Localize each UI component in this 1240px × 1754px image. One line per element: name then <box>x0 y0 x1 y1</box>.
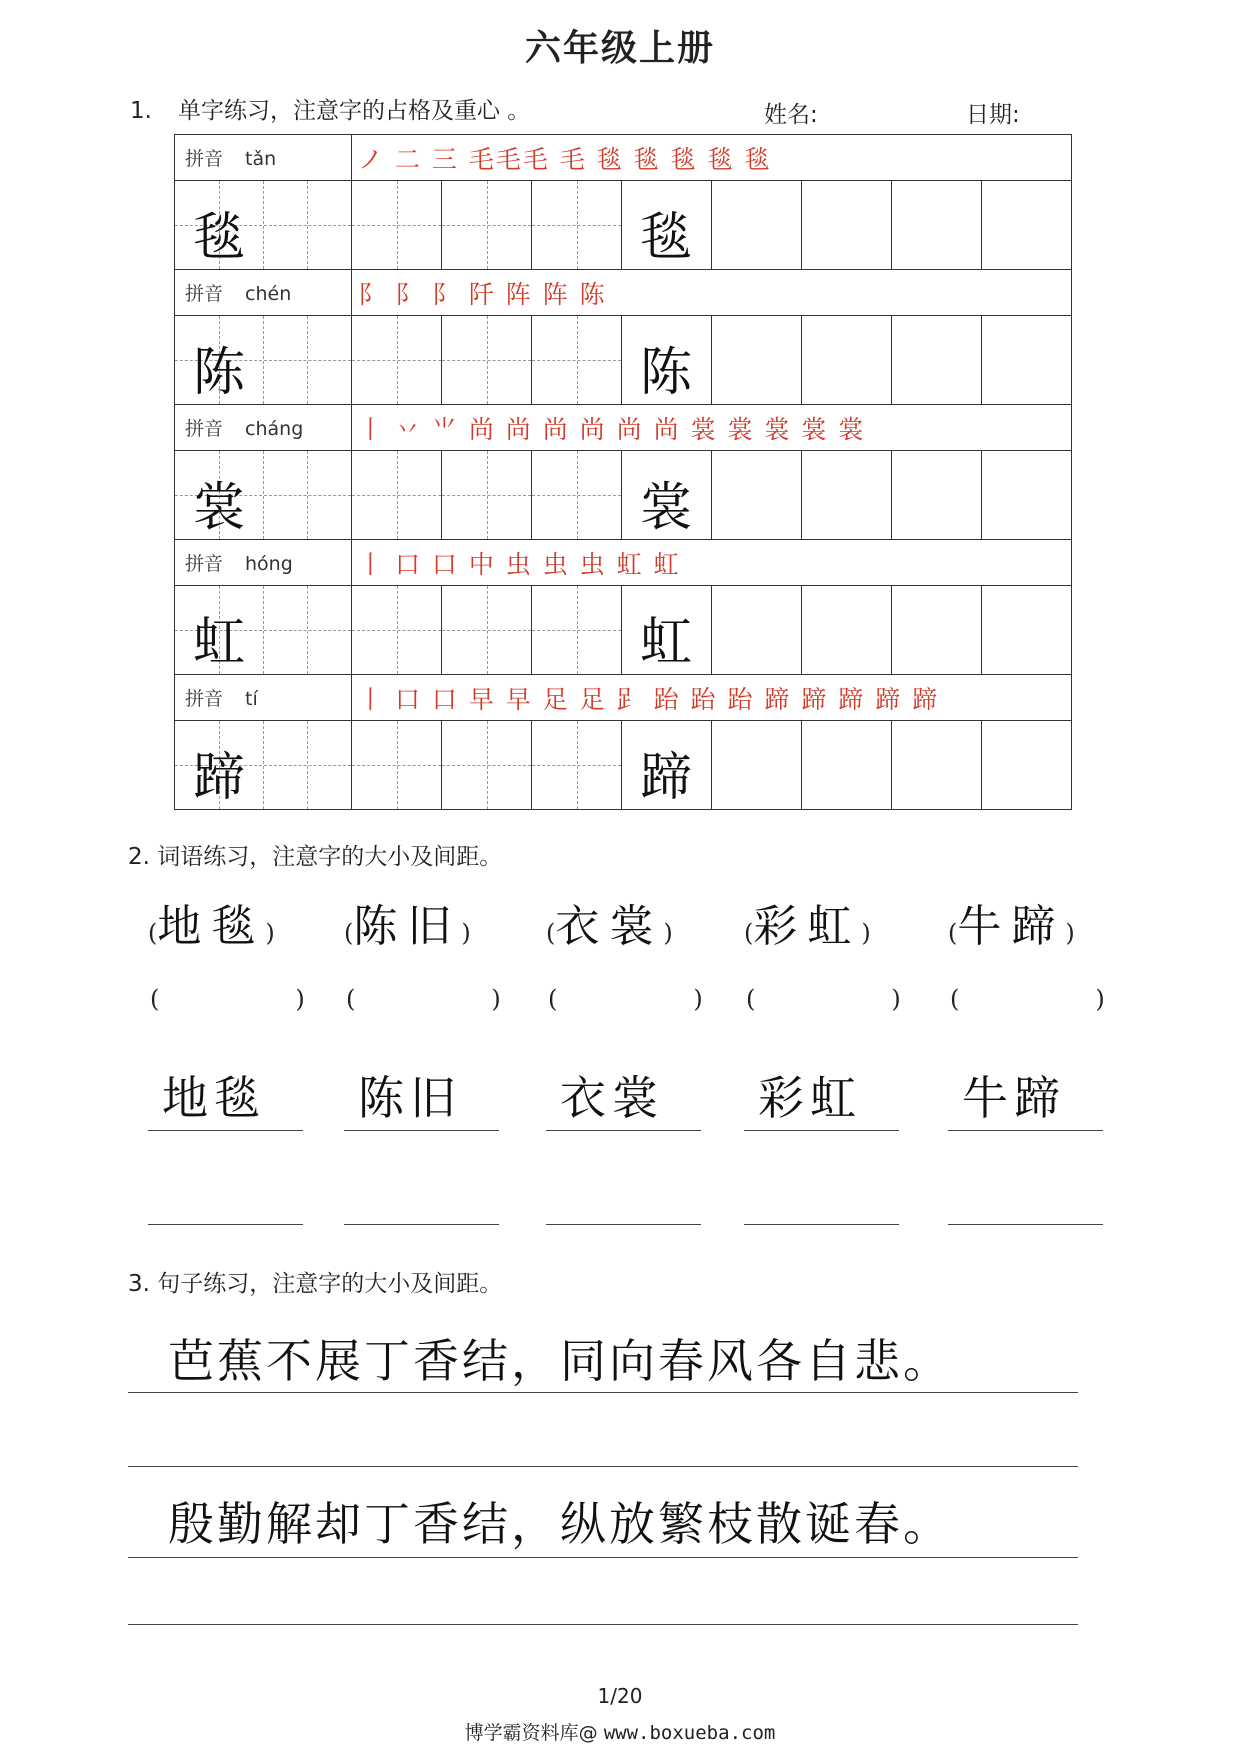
paren-close: ) <box>1065 919 1075 947</box>
stroke-order-sequence: 丨 口 口 中 虫 虫 虫 虹 虹 <box>358 549 681 579</box>
pinyin-value: tǎn <box>245 148 277 170</box>
practice-cell[interactable] <box>892 316 982 405</box>
word-text: 牛蹄 <box>957 901 1066 952</box>
practice-cell[interactable] <box>982 181 1072 270</box>
practice-cell[interactable] <box>982 451 1072 540</box>
writing-row <box>175 451 1072 540</box>
practice-cell[interactable] <box>802 721 892 810</box>
writing-line[interactable] <box>128 1624 1078 1625</box>
stroke-order <box>352 270 1072 316</box>
paren-open: ( <box>950 985 960 1013</box>
writing-line[interactable] <box>128 1392 1078 1393</box>
model-character: 毯 <box>193 208 246 268</box>
paren-close: ) <box>861 919 871 947</box>
model-character: 蹄 <box>193 748 246 808</box>
practice-cell[interactable] <box>532 316 622 405</box>
word-write-line[interactable] <box>948 1224 1103 1225</box>
practice-cell[interactable] <box>442 586 532 675</box>
pinyin-value: hóng <box>245 553 293 575</box>
word-model <box>546 890 673 954</box>
paren-open: ( <box>148 919 158 947</box>
word-copy: 牛蹄 <box>962 1071 1066 1125</box>
word-text: 衣裳 <box>555 901 664 952</box>
word-copy: 陈旧 <box>358 1071 462 1125</box>
pinyin-row <box>175 675 1072 721</box>
practice-cell[interactable] <box>712 181 802 270</box>
model-character: 裳 <box>640 478 693 538</box>
writing-row <box>175 586 1072 675</box>
tracing-cell[interactable] <box>175 721 352 810</box>
page-number: 1/20 <box>597 1684 643 1708</box>
section1-heading-text: 单字练习，注意字的占格及重心 。 <box>178 98 531 124</box>
paren-close: ) <box>1095 985 1105 1013</box>
practice-cell[interactable] <box>442 316 532 405</box>
stroke-order <box>352 540 1072 586</box>
pinyin-label <box>175 135 352 181</box>
practice-cell[interactable] <box>892 721 982 810</box>
writing-row <box>175 316 1072 405</box>
model-character: 陈 <box>193 343 246 403</box>
word-write-line[interactable] <box>344 1224 499 1225</box>
word-copy: 彩虹 <box>758 1071 862 1125</box>
stroke-order <box>352 675 1072 721</box>
tracing-cell[interactable] <box>175 181 352 270</box>
practice-cell[interactable] <box>352 721 442 810</box>
practice-cell[interactable] <box>892 586 982 675</box>
paren-close: ) <box>295 985 305 1013</box>
pinyin-row <box>175 270 1072 316</box>
pinyin-label <box>175 540 352 586</box>
footer-url: www.boxueba.com <box>603 1722 776 1744</box>
practice-cell[interactable] <box>712 451 802 540</box>
word-model <box>148 890 275 954</box>
tracing-cell[interactable] <box>175 316 352 405</box>
paren-open: ( <box>746 985 756 1013</box>
writing-line[interactable] <box>128 1557 1078 1558</box>
practice-cell[interactable] <box>712 586 802 675</box>
practice-cell[interactable] <box>352 316 442 405</box>
model-character: 毯 <box>640 208 693 268</box>
pinyin-label <box>175 675 352 721</box>
word-blank[interactable] <box>548 985 703 1013</box>
paren-open: ( <box>344 919 354 947</box>
sentence-2: 殷勤解却丁香结，纵放繁枝散诞春。 <box>168 1497 952 1551</box>
paren-open: ( <box>744 919 754 947</box>
practice-cell[interactable] <box>712 316 802 405</box>
practice-cell[interactable] <box>982 586 1072 675</box>
word-underline <box>948 1130 1103 1131</box>
paren-open: ( <box>548 985 558 1013</box>
writing-row <box>175 721 1072 810</box>
pinyin-value: cháng <box>245 418 304 440</box>
paren-open: ( <box>346 985 356 1013</box>
section2-heading: 2. 词语练习，注意字的大小及间距。 <box>128 844 503 870</box>
word-write-line[interactable] <box>546 1224 701 1225</box>
practice-cell[interactable] <box>532 451 622 540</box>
tracing-cell[interactable] <box>175 451 352 540</box>
practice-cell[interactable] <box>892 451 982 540</box>
stroke-order <box>352 405 1072 451</box>
word-write-line[interactable] <box>744 1224 899 1225</box>
paren-close: ) <box>891 985 901 1013</box>
model-character: 蹄 <box>640 748 693 808</box>
footer <box>0 1718 1240 1745</box>
word-model <box>744 890 871 954</box>
word-text: 彩虹 <box>753 901 862 952</box>
character-practice-grid <box>174 134 1072 810</box>
practice-cell[interactable] <box>802 451 892 540</box>
word-blank[interactable] <box>346 985 501 1013</box>
practice-cell[interactable] <box>982 316 1072 405</box>
model-cell <box>622 181 712 270</box>
section3-heading: 3. 句子练习，注意字的大小及间距。 <box>128 1271 503 1297</box>
paren-close: ) <box>491 985 501 1013</box>
practice-cell[interactable] <box>352 181 442 270</box>
practice-cell[interactable] <box>982 721 1072 810</box>
model-character: 裳 <box>193 478 246 538</box>
stroke-order-sequence: 丨 丷 ⺌ 尚 尚 尚 尚 尚 尚 裳 裳 裳 裳 裳 <box>358 414 866 444</box>
practice-cell[interactable] <box>532 721 622 810</box>
pinyin-value: tí <box>245 688 258 710</box>
sentence-1: 芭蕉不展丁香结，同向春风各自悲。 <box>168 1334 952 1388</box>
practice-cell[interactable] <box>892 181 982 270</box>
page-title: 六年级上册 <box>524 28 715 69</box>
pinyin-key: 拼音 <box>185 553 224 575</box>
name-label: 姓名: <box>764 102 818 128</box>
pinyin-key: 拼音 <box>185 148 224 170</box>
model-character: 虹 <box>640 613 693 673</box>
practice-cell[interactable] <box>442 181 532 270</box>
word-blank[interactable] <box>150 985 305 1013</box>
date-label: 日期: <box>966 102 1020 128</box>
word-copy: 衣裳 <box>560 1071 664 1125</box>
paren-close: ) <box>663 919 673 947</box>
model-character: 虹 <box>193 613 246 673</box>
pinyin-label <box>175 270 352 316</box>
section1-heading <box>130 92 530 125</box>
word-text: 地毯 <box>157 901 266 952</box>
word-underline <box>744 1130 899 1131</box>
word-underline <box>546 1130 701 1131</box>
stroke-order-sequence: 阝 阝 阝 阡 阵 阵 陈 <box>358 279 607 309</box>
writing-row <box>175 181 1072 270</box>
stroke-order <box>352 135 1072 181</box>
practice-cell[interactable] <box>802 316 892 405</box>
word-text: 陈旧 <box>353 901 462 952</box>
paren-open: ( <box>150 985 160 1013</box>
practice-cell[interactable] <box>442 721 532 810</box>
writing-line[interactable] <box>128 1466 1078 1467</box>
word-blank[interactable] <box>950 985 1105 1013</box>
tracing-cell[interactable] <box>175 586 352 675</box>
footer-source: 博学霸资料库@ <box>464 1722 598 1744</box>
paren-open: ( <box>546 919 556 947</box>
practice-cell[interactable] <box>532 586 622 675</box>
model-cell <box>622 451 712 540</box>
pinyin-label <box>175 405 352 451</box>
practice-cell[interactable] <box>802 181 892 270</box>
model-cell <box>622 721 712 810</box>
stroke-order-sequence: ノ 二 三 毛毛毛 毛 毯 毯 毯 毯 毯 <box>358 144 772 174</box>
practice-cell[interactable] <box>352 586 442 675</box>
practice-cell[interactable] <box>442 451 532 540</box>
word-model <box>948 890 1075 954</box>
pinyin-key: 拼音 <box>185 688 224 710</box>
word-copy: 地毯 <box>162 1071 266 1125</box>
word-write-line[interactable] <box>148 1224 303 1225</box>
paren-close: ) <box>265 919 275 947</box>
practice-cell[interactable] <box>712 721 802 810</box>
paren-open: ( <box>948 919 958 947</box>
practice-cell[interactable] <box>802 586 892 675</box>
word-model <box>344 890 471 954</box>
practice-cell[interactable] <box>352 451 442 540</box>
paren-close: ) <box>461 919 471 947</box>
pinyin-value: chén <box>245 283 292 305</box>
model-cell <box>622 586 712 675</box>
pinyin-row <box>175 540 1072 586</box>
practice-cell[interactable] <box>532 181 622 270</box>
pinyin-row <box>175 405 1072 451</box>
word-underline <box>344 1130 499 1131</box>
section1-number: 1. <box>130 98 152 124</box>
word-blank[interactable] <box>746 985 901 1013</box>
pinyin-row <box>175 135 1072 181</box>
word-underline <box>148 1130 303 1131</box>
model-cell <box>622 316 712 405</box>
model-character: 陈 <box>640 343 693 403</box>
pinyin-key: 拼音 <box>185 418 224 440</box>
pinyin-key: 拼音 <box>185 283 224 305</box>
paren-close: ) <box>693 985 703 1013</box>
stroke-order-sequence: 丨 口 口 早 早 足 足 𧾷 跆 跆 跆 蹄 蹄 蹄 蹄 蹄 <box>358 684 940 714</box>
